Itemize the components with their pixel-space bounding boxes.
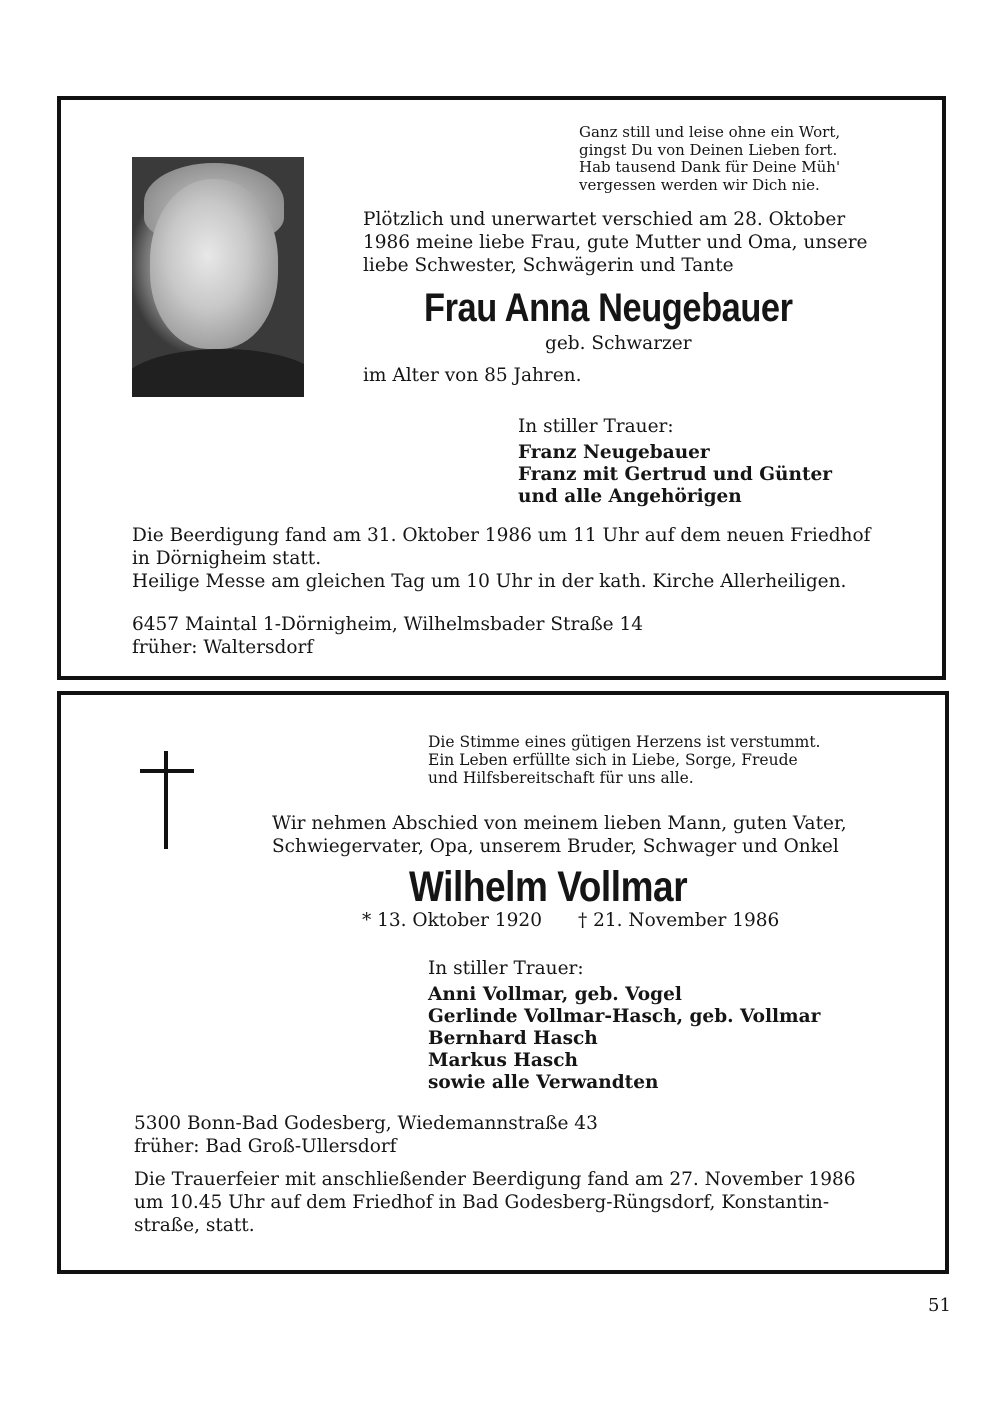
birth-date: * 13. Oktober 1920	[362, 910, 542, 931]
mourner: Gerlinde Vollmar-Hasch, geb. Vollmar	[428, 1006, 821, 1027]
mourner: Franz mit Gertrud und Günter	[518, 464, 833, 485]
memorial-poem	[428, 733, 820, 787]
funeral-line: Die Trauerfeier mit anschließender Beerdigung fand am 27. November 1986	[134, 1169, 856, 1190]
poem-line: vergessen werden wir Dich nie.	[579, 175, 820, 194]
address-line: 6457 Maintal 1-Dörnigheim, Wilhelmsbader Straße 14	[132, 614, 644, 635]
maiden-name: geb. Schwarzer	[545, 333, 692, 354]
announcement-intro	[272, 812, 847, 858]
poem-line: gingst Du von Deinen Lieben fort.	[579, 140, 838, 159]
poem-line: Die Stimme eines gütigen Herzens ist verstummt.	[428, 733, 821, 751]
mourner: Franz Neugebauer	[518, 442, 710, 463]
funeral-line: Die Beerdigung fand am 31. Oktober 1986 um 11 Uhr auf dem neuen Friedhof	[132, 525, 871, 546]
intro-line: Wir nehmen Abschied von meinem lieben Mann, guten Vater,	[272, 813, 847, 834]
intro-line: Schwiegervater, Opa, unserem Bruder, Schwager und Onkel	[272, 836, 839, 857]
address-block	[132, 613, 643, 659]
portrait-photo	[132, 157, 304, 397]
mourner: Markus Hasch	[428, 1050, 578, 1071]
memorial-poem	[579, 124, 840, 194]
funeral-details	[132, 524, 870, 593]
mourner: Anni Vollmar, geb. Vogel	[428, 984, 682, 1005]
poem-line: Hab tausend Dank für Deine Müh'	[579, 158, 841, 176]
intro-line: liebe Schwester, Schwägerin und Tante	[363, 255, 734, 276]
intro-line: Plötzlich und unerwartet verschied am 28. Oktober	[363, 209, 846, 230]
mourner: und alle Angehörigen	[518, 486, 742, 507]
poem-line: Ein Leben erfüllte sich in Liebe, Sorge, Freude	[428, 751, 798, 769]
mourning-label: In stiller Trauer:	[428, 958, 584, 979]
obituary-notice-neugebauer	[57, 96, 946, 680]
poem-line: und Hilfsbereitschaft für uns alle.	[428, 769, 694, 787]
mourners-list	[428, 984, 820, 1094]
poem-line: Ganz still und leise ohne ein Wort,	[579, 123, 841, 141]
death-date: † 21. November 1986	[578, 910, 780, 931]
age-at-death: im Alter von 85 Jahren.	[363, 365, 582, 386]
address-block	[134, 1112, 598, 1158]
obituary-notice-vollmar	[57, 691, 949, 1274]
funeral-line: Heilige Messe am gleichen Tag um 10 Uhr in der kath. Kirche Allerheiligen.	[132, 571, 847, 592]
deceased-name: Frau Anna Neugebauer	[424, 286, 793, 330]
address-line: früher: Bad Groß-Ullersdorf	[134, 1136, 397, 1157]
mourning-label: In stiller Trauer:	[518, 416, 674, 437]
mourner: sowie alle Verwandten	[428, 1072, 659, 1093]
mourner: Bernhard Hasch	[428, 1028, 598, 1049]
deceased-name: Wilhelm Vollmar	[409, 863, 688, 911]
announcement-intro	[363, 208, 868, 277]
mourners-list	[518, 442, 832, 508]
funeral-line: um 10.45 Uhr auf dem Friedhof in Bad Godesberg-Rüngsdorf, Konstantin-	[134, 1192, 830, 1213]
page-number: 51	[928, 1295, 951, 1316]
funeral-line: straße, statt.	[134, 1215, 255, 1236]
funeral-line: in Dörnigheim statt.	[132, 548, 322, 569]
intro-line: 1986 meine liebe Frau, gute Mutter und Oma, unsere	[363, 232, 868, 253]
address-line: 5300 Bonn-Bad Godesberg, Wiedemannstraße 43	[134, 1113, 598, 1134]
address-line: früher: Waltersdorf	[132, 637, 314, 658]
funeral-details	[134, 1168, 856, 1237]
